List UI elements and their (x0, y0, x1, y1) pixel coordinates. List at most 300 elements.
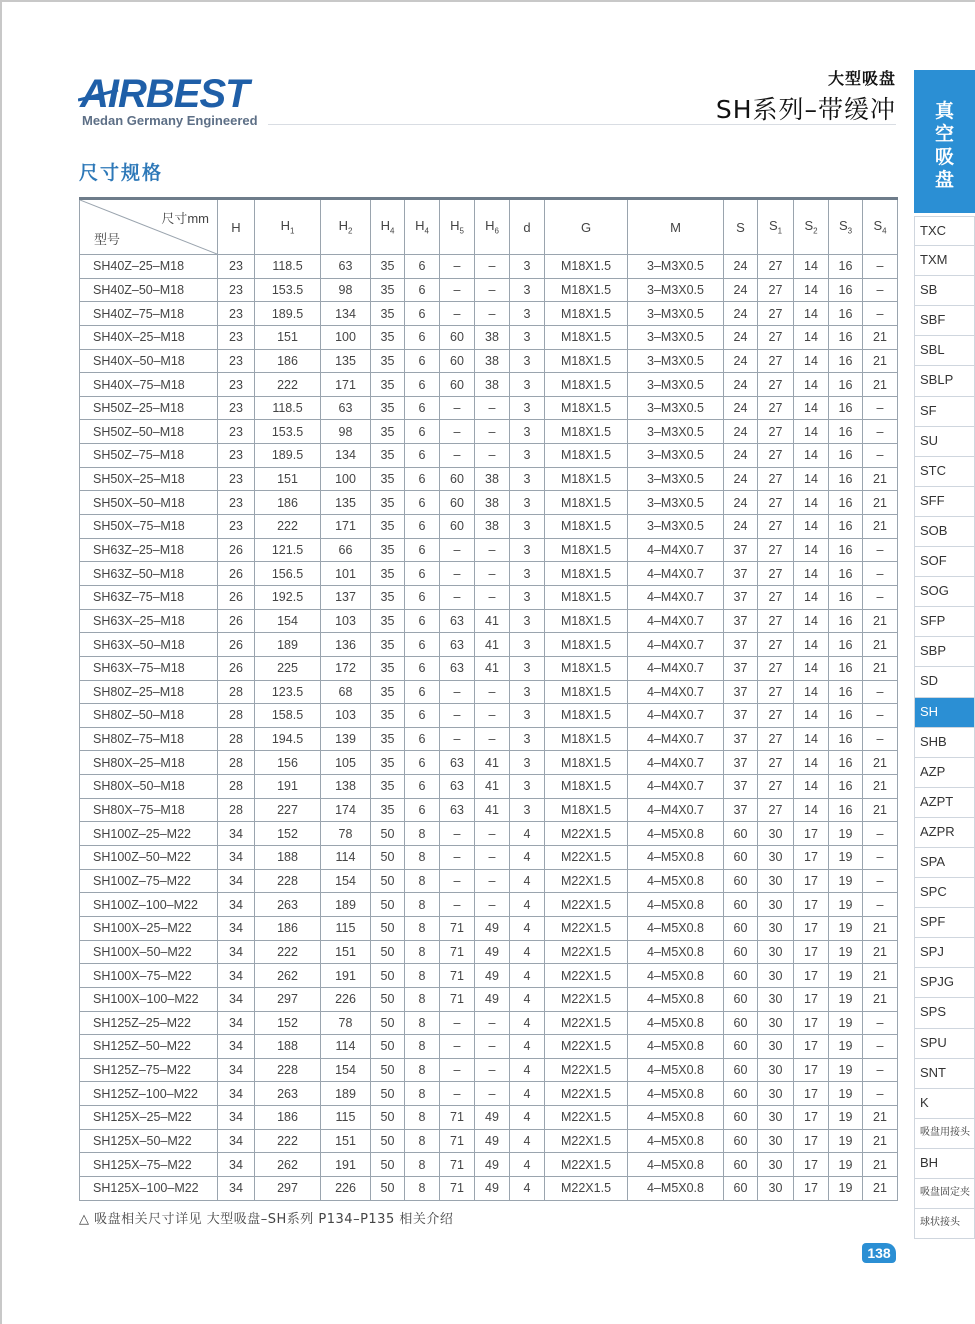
model-cell: SH50X–50–M18 (80, 491, 218, 515)
sidebar-item[interactable]: TXM (914, 246, 975, 276)
table-cell: 17 (794, 846, 829, 870)
sidebar-tab-char: 空 (934, 123, 954, 145)
table-cell: 21 (863, 633, 898, 657)
table-cell: 4–M5X0.8 (628, 822, 724, 846)
table-cell: 28 (218, 680, 255, 704)
table-cell: 19 (829, 893, 863, 917)
table-cell: 8 (405, 822, 440, 846)
table-cell: 186 (255, 1106, 321, 1130)
sidebar-item[interactable]: TXC (914, 216, 975, 246)
table-cell: 153.5 (255, 278, 321, 302)
sidebar-item[interactable]: SBL (914, 336, 975, 366)
table-cell: 134 (321, 302, 371, 326)
table-cell: 50 (371, 1129, 405, 1153)
table-cell: 4–M5X0.8 (628, 916, 724, 940)
model-cell: SH50Z–75–M18 (80, 444, 218, 468)
table-cell: 4 (510, 916, 545, 940)
table-cell: M18X1.5 (545, 585, 628, 609)
table-cell: 34 (218, 822, 255, 846)
sidebar-item[interactable]: SBLP (914, 366, 975, 396)
table-cell: 50 (371, 1106, 405, 1130)
column-header (218, 199, 255, 255)
sidebar-item[interactable]: SH (914, 698, 975, 728)
table-cell: 50 (371, 916, 405, 940)
table-cell: 23 (218, 467, 255, 491)
table-cell: 24 (724, 491, 758, 515)
table-cell: 4–M4X0.7 (628, 609, 724, 633)
table-cell: 16 (829, 798, 863, 822)
table-cell: 49 (475, 1153, 510, 1177)
table-cell: 60 (440, 373, 475, 397)
table-cell: 17 (794, 940, 829, 964)
table-cell: 35 (371, 278, 405, 302)
brand-name: AIRBEST (80, 72, 249, 116)
table-cell: 17 (794, 1082, 829, 1106)
table-cell: 26 (218, 656, 255, 680)
table-cell: 19 (829, 822, 863, 846)
table-cell: – (440, 1011, 475, 1035)
table-cell: 4 (510, 869, 545, 893)
table-cell: 63 (440, 656, 475, 680)
table-cell: – (475, 302, 510, 326)
table-cell: 4 (510, 1035, 545, 1059)
column-header-subscript: 1 (289, 226, 295, 236)
table-cell: 151 (321, 940, 371, 964)
sidebar-item[interactable]: SBF (914, 306, 975, 336)
table-cell: M18X1.5 (545, 373, 628, 397)
table-cell: 60 (724, 916, 758, 940)
table-cell: 23 (218, 420, 255, 444)
table-cell: – (475, 1035, 510, 1059)
table-cell: 4 (510, 846, 545, 870)
table-cell: 3–M3X0.5 (628, 491, 724, 515)
table-cell: M18X1.5 (545, 515, 628, 539)
model-cell: SH125Z–100–M22 (80, 1082, 218, 1106)
sidebar-tab-char: 盘 (934, 169, 954, 191)
table-row (80, 420, 898, 444)
table-cell: 35 (371, 775, 405, 799)
table-cell: 19 (829, 987, 863, 1011)
table-cell: 49 (475, 1106, 510, 1130)
table-cell: M22X1.5 (545, 893, 628, 917)
column-header-subscript: 6 (494, 226, 499, 236)
table-cell: 38 (475, 325, 510, 349)
table-cell: 63 (440, 751, 475, 775)
model-cell: SH80X–25–M18 (80, 751, 218, 775)
table-cell: 14 (794, 633, 829, 657)
table-row (80, 609, 898, 633)
table-cell: 60 (724, 1106, 758, 1130)
sidebar-item[interactable]: BH (914, 1149, 975, 1179)
column-header-label: S (838, 218, 848, 234)
model-cell: SH100Z–25–M22 (80, 822, 218, 846)
table-row (80, 255, 898, 279)
table-row (80, 633, 898, 657)
table-cell: 4–M5X0.8 (628, 1153, 724, 1177)
table-cell: – (863, 538, 898, 562)
series-title: SH系列–带缓冲 (715, 95, 896, 124)
page-frame-left (0, 0, 2, 1324)
table-cell: 6 (405, 396, 440, 420)
table-cell: 188 (255, 1035, 321, 1059)
table-cell: – (440, 680, 475, 704)
table-cell: M18X1.5 (545, 325, 628, 349)
table-cell: 114 (321, 1035, 371, 1059)
table-cell: 35 (371, 302, 405, 326)
table-cell: 6 (405, 420, 440, 444)
sidebar-item[interactable]: SPU (914, 1029, 975, 1059)
table-cell: 27 (758, 491, 794, 515)
table-cell: 14 (794, 538, 829, 562)
table-cell: 154 (321, 869, 371, 893)
table-cell: M18X1.5 (545, 727, 628, 751)
table-cell: 30 (758, 1176, 794, 1200)
table-cell: 6 (405, 680, 440, 704)
table-cell: 21 (863, 491, 898, 515)
sidebar-item[interactable]: SPF (914, 908, 975, 938)
table-cell: 21 (863, 987, 898, 1011)
sidebar-item[interactable]: SPJ (914, 938, 975, 968)
sidebar-item[interactable]: SB (914, 276, 975, 306)
table-cell: 27 (758, 562, 794, 586)
table-row (80, 751, 898, 775)
table-cell: 71 (440, 1129, 475, 1153)
column-header-subscript: 4 (882, 226, 887, 236)
table-cell: 35 (371, 349, 405, 373)
table-cell: 14 (794, 656, 829, 680)
table-cell: 6 (405, 585, 440, 609)
table-cell: – (440, 278, 475, 302)
table-row (80, 1106, 898, 1130)
table-cell: 115 (321, 916, 371, 940)
table-cell: – (863, 1035, 898, 1059)
table-cell: 24 (724, 396, 758, 420)
sidebar-item[interactable]: SOB (914, 517, 975, 547)
table-cell: 24 (724, 302, 758, 326)
table-cell: 49 (475, 964, 510, 988)
model-cell: SH100X–50–M22 (80, 940, 218, 964)
model-cell: SH40Z–75–M18 (80, 302, 218, 326)
table-cell: 24 (724, 349, 758, 373)
sidebar-item[interactable]: SHB (914, 728, 975, 758)
table-cell: 4 (510, 1082, 545, 1106)
sidebar-item[interactable]: SOG (914, 577, 975, 607)
table-cell: 34 (218, 1035, 255, 1059)
page-number: 138 (862, 1243, 896, 1263)
table-cell: 3 (510, 255, 545, 279)
table-cell: M18X1.5 (545, 444, 628, 468)
column-header (405, 199, 440, 255)
sidebar-item[interactable]: AZPR (914, 818, 975, 848)
table-cell: 16 (829, 255, 863, 279)
table-cell: 222 (255, 515, 321, 539)
table-cell: 297 (255, 1176, 321, 1200)
table-cell: 24 (724, 420, 758, 444)
spec-table (79, 197, 898, 1201)
table-cell: 19 (829, 1011, 863, 1035)
table-cell: – (475, 1082, 510, 1106)
table-cell: 30 (758, 916, 794, 940)
table-cell: 6 (405, 444, 440, 468)
table-cell: 262 (255, 964, 321, 988)
table-cell: – (475, 444, 510, 468)
table-cell: 188 (255, 846, 321, 870)
table-cell: – (863, 255, 898, 279)
table-cell: 34 (218, 1129, 255, 1153)
model-cell: SH80Z–25–M18 (80, 680, 218, 704)
table-cell: 6 (405, 515, 440, 539)
table-cell: 21 (863, 916, 898, 940)
column-header (545, 199, 628, 255)
model-cell: SH50X–75–M18 (80, 515, 218, 539)
table-row (80, 302, 898, 326)
sidebar-active-tab[interactable] (914, 70, 975, 213)
table-row (80, 444, 898, 468)
table-cell: 60 (724, 869, 758, 893)
table-cell: 3–M3X0.5 (628, 444, 724, 468)
sidebar-item[interactable]: K (914, 1089, 975, 1119)
table-cell: 50 (371, 893, 405, 917)
table-cell: 50 (371, 1082, 405, 1106)
table-cell: 4–M5X0.8 (628, 893, 724, 917)
table-cell: – (863, 846, 898, 870)
table-cell: 4–M5X0.8 (628, 1011, 724, 1035)
table-cell: 4–M4X0.7 (628, 775, 724, 799)
table-cell: – (475, 727, 510, 751)
table-cell: 21 (863, 515, 898, 539)
table-cell: – (440, 1035, 475, 1059)
table-cell: M18X1.5 (545, 396, 628, 420)
table-cell: 26 (218, 538, 255, 562)
table-cell: 222 (255, 1129, 321, 1153)
table-cell: M22X1.5 (545, 869, 628, 893)
table-cell: 50 (371, 1058, 405, 1082)
table-cell: 4–M5X0.8 (628, 1082, 724, 1106)
table-cell: 16 (829, 325, 863, 349)
table-cell: 263 (255, 893, 321, 917)
sidebar-tab-char: 真 (934, 100, 954, 122)
table-cell: 16 (829, 585, 863, 609)
table-cell: 37 (724, 633, 758, 657)
table-cell: 6 (405, 349, 440, 373)
column-header (371, 199, 405, 255)
table-row (80, 1082, 898, 1106)
table-cell: – (863, 893, 898, 917)
table-cell: 34 (218, 869, 255, 893)
sidebar-item[interactable]: SPC (914, 878, 975, 908)
model-cell: SH50Z–25–M18 (80, 396, 218, 420)
table-cell: 16 (829, 396, 863, 420)
table-cell: M18X1.5 (545, 633, 628, 657)
table-cell: – (863, 562, 898, 586)
table-cell: 4–M5X0.8 (628, 987, 724, 1011)
table-cell: 60 (724, 987, 758, 1011)
sidebar-item[interactable]: 吸盘用接头 (914, 1119, 975, 1149)
table-cell: 41 (475, 751, 510, 775)
table-row (80, 775, 898, 799)
table-cell: 30 (758, 893, 794, 917)
table-cell: – (475, 1011, 510, 1035)
column-header-label: H (280, 218, 290, 234)
table-cell: 152 (255, 1011, 321, 1035)
table-cell: 14 (794, 515, 829, 539)
sidebar-item[interactable]: SPJG (914, 968, 975, 998)
sidebar-item[interactable]: SFF (914, 487, 975, 517)
table-cell: 3–M3X0.5 (628, 325, 724, 349)
table-cell: 30 (758, 1082, 794, 1106)
model-cell: SH63X–25–M18 (80, 609, 218, 633)
table-cell: – (863, 1011, 898, 1035)
table-cell: – (440, 255, 475, 279)
table-cell: 6 (405, 255, 440, 279)
table-cell: 37 (724, 680, 758, 704)
table-cell: 19 (829, 1106, 863, 1130)
column-header-subscript: 5 (459, 226, 464, 236)
table-cell: M18X1.5 (545, 751, 628, 775)
table-cell: 19 (829, 1035, 863, 1059)
table-cell: 3 (510, 751, 545, 775)
column-header-label: H (231, 219, 241, 235)
table-cell: 66 (321, 538, 371, 562)
sidebar-item[interactable]: STC (914, 457, 975, 487)
corner-unit-label: 尺寸mm (161, 211, 209, 226)
column-header-label: H (415, 218, 425, 234)
table-cell: 115 (321, 1106, 371, 1130)
table-cell: 3 (510, 515, 545, 539)
table-row (80, 869, 898, 893)
table-cell: 35 (371, 656, 405, 680)
sidebar-item[interactable]: 吸盘固定夹 (914, 1179, 975, 1209)
sidebar-item[interactable]: SPA (914, 848, 975, 878)
table-cell: 24 (724, 444, 758, 468)
table-cell: 8 (405, 846, 440, 870)
model-cell: SH63Z–25–M18 (80, 538, 218, 562)
table-cell: – (475, 846, 510, 870)
column-header-label: S (736, 219, 745, 235)
table-cell: – (440, 420, 475, 444)
sidebar-item[interactable]: SFP (914, 607, 975, 637)
sidebar-item[interactable]: AZP (914, 758, 975, 788)
table-cell: 194.5 (255, 727, 321, 751)
table-cell: 17 (794, 893, 829, 917)
sidebar-item[interactable]: SBP (914, 637, 975, 667)
table-cell: 24 (724, 467, 758, 491)
table-cell: 16 (829, 680, 863, 704)
table-cell: 189.5 (255, 444, 321, 468)
table-cell: – (863, 585, 898, 609)
sidebar-item[interactable]: 球状接头 (914, 1209, 975, 1239)
sidebar-item[interactable]: SNT (914, 1059, 975, 1089)
column-header-subscript: 3 (847, 226, 853, 236)
table-cell: 19 (829, 1082, 863, 1106)
table-cell: 8 (405, 1106, 440, 1130)
table-cell: 34 (218, 1082, 255, 1106)
table-cell: 4 (510, 987, 545, 1011)
table-row (80, 491, 898, 515)
model-cell: SH125X–25–M22 (80, 1106, 218, 1130)
table-cell: 30 (758, 987, 794, 1011)
model-cell: SH80X–50–M18 (80, 775, 218, 799)
sidebar-item[interactable]: SOF (914, 547, 975, 577)
table-cell: 23 (218, 515, 255, 539)
table-cell: 4–M4X0.7 (628, 538, 724, 562)
table-cell: 100 (321, 325, 371, 349)
table-cell: 23 (218, 373, 255, 397)
table-cell: 16 (829, 751, 863, 775)
table-cell: 26 (218, 585, 255, 609)
model-cell: SH63X–50–M18 (80, 633, 218, 657)
table-cell: 136 (321, 633, 371, 657)
model-cell: SH50X–25–M18 (80, 467, 218, 491)
table-cell: 8 (405, 893, 440, 917)
table-cell: M18X1.5 (545, 609, 628, 633)
sidebar-item[interactable]: AZPT (914, 788, 975, 818)
table-cell: 17 (794, 1153, 829, 1177)
table-cell: 19 (829, 1058, 863, 1082)
table-cell: 50 (371, 940, 405, 964)
sidebar-item[interactable]: SF (914, 397, 975, 427)
column-header (510, 199, 545, 255)
sidebar-item[interactable]: SU (914, 427, 975, 457)
table-cell: 24 (724, 515, 758, 539)
table-header-row (80, 199, 898, 255)
table-cell: M18X1.5 (545, 562, 628, 586)
table-cell: 23 (218, 444, 255, 468)
table-row (80, 585, 898, 609)
column-header-label: d (523, 219, 531, 235)
table-cell: 37 (724, 562, 758, 586)
sidebar-tab-label (914, 100, 975, 192)
sidebar-item[interactable]: SPS (914, 998, 975, 1028)
table-cell: 63 (440, 633, 475, 657)
table-cell: 14 (794, 751, 829, 775)
table-cell: 4–M4X0.7 (628, 798, 724, 822)
table-cell: 34 (218, 1176, 255, 1200)
table-row (80, 987, 898, 1011)
model-cell: SH125X–50–M22 (80, 1129, 218, 1153)
model-cell: SH40X–50–M18 (80, 349, 218, 373)
table-cell: 34 (218, 846, 255, 870)
table-cell: 3–M3X0.5 (628, 420, 724, 444)
table-cell: 21 (863, 1129, 898, 1153)
table-cell: 8 (405, 940, 440, 964)
table-cell: 225 (255, 656, 321, 680)
table-cell: 27 (758, 302, 794, 326)
model-cell: SH80Z–50–M18 (80, 704, 218, 728)
table-cell: 26 (218, 633, 255, 657)
table-cell: 3 (510, 302, 545, 326)
table-cell: M18X1.5 (545, 278, 628, 302)
table-row (80, 562, 898, 586)
table-cell: 16 (829, 467, 863, 491)
model-cell: SH40Z–25–M18 (80, 255, 218, 279)
table-cell: 27 (758, 444, 794, 468)
model-cell: SH63X–75–M18 (80, 656, 218, 680)
table-cell: – (475, 396, 510, 420)
table-cell: 6 (405, 751, 440, 775)
table-cell: M22X1.5 (545, 987, 628, 1011)
sidebar-item[interactable]: SD (914, 667, 975, 697)
table-cell: 63 (440, 798, 475, 822)
table-cell: 60 (724, 1035, 758, 1059)
table-cell: – (863, 302, 898, 326)
table-cell: – (475, 420, 510, 444)
table-cell: – (440, 869, 475, 893)
table-cell: 17 (794, 987, 829, 1011)
table-cell: 35 (371, 538, 405, 562)
column-header (758, 199, 794, 255)
table-cell: 14 (794, 585, 829, 609)
